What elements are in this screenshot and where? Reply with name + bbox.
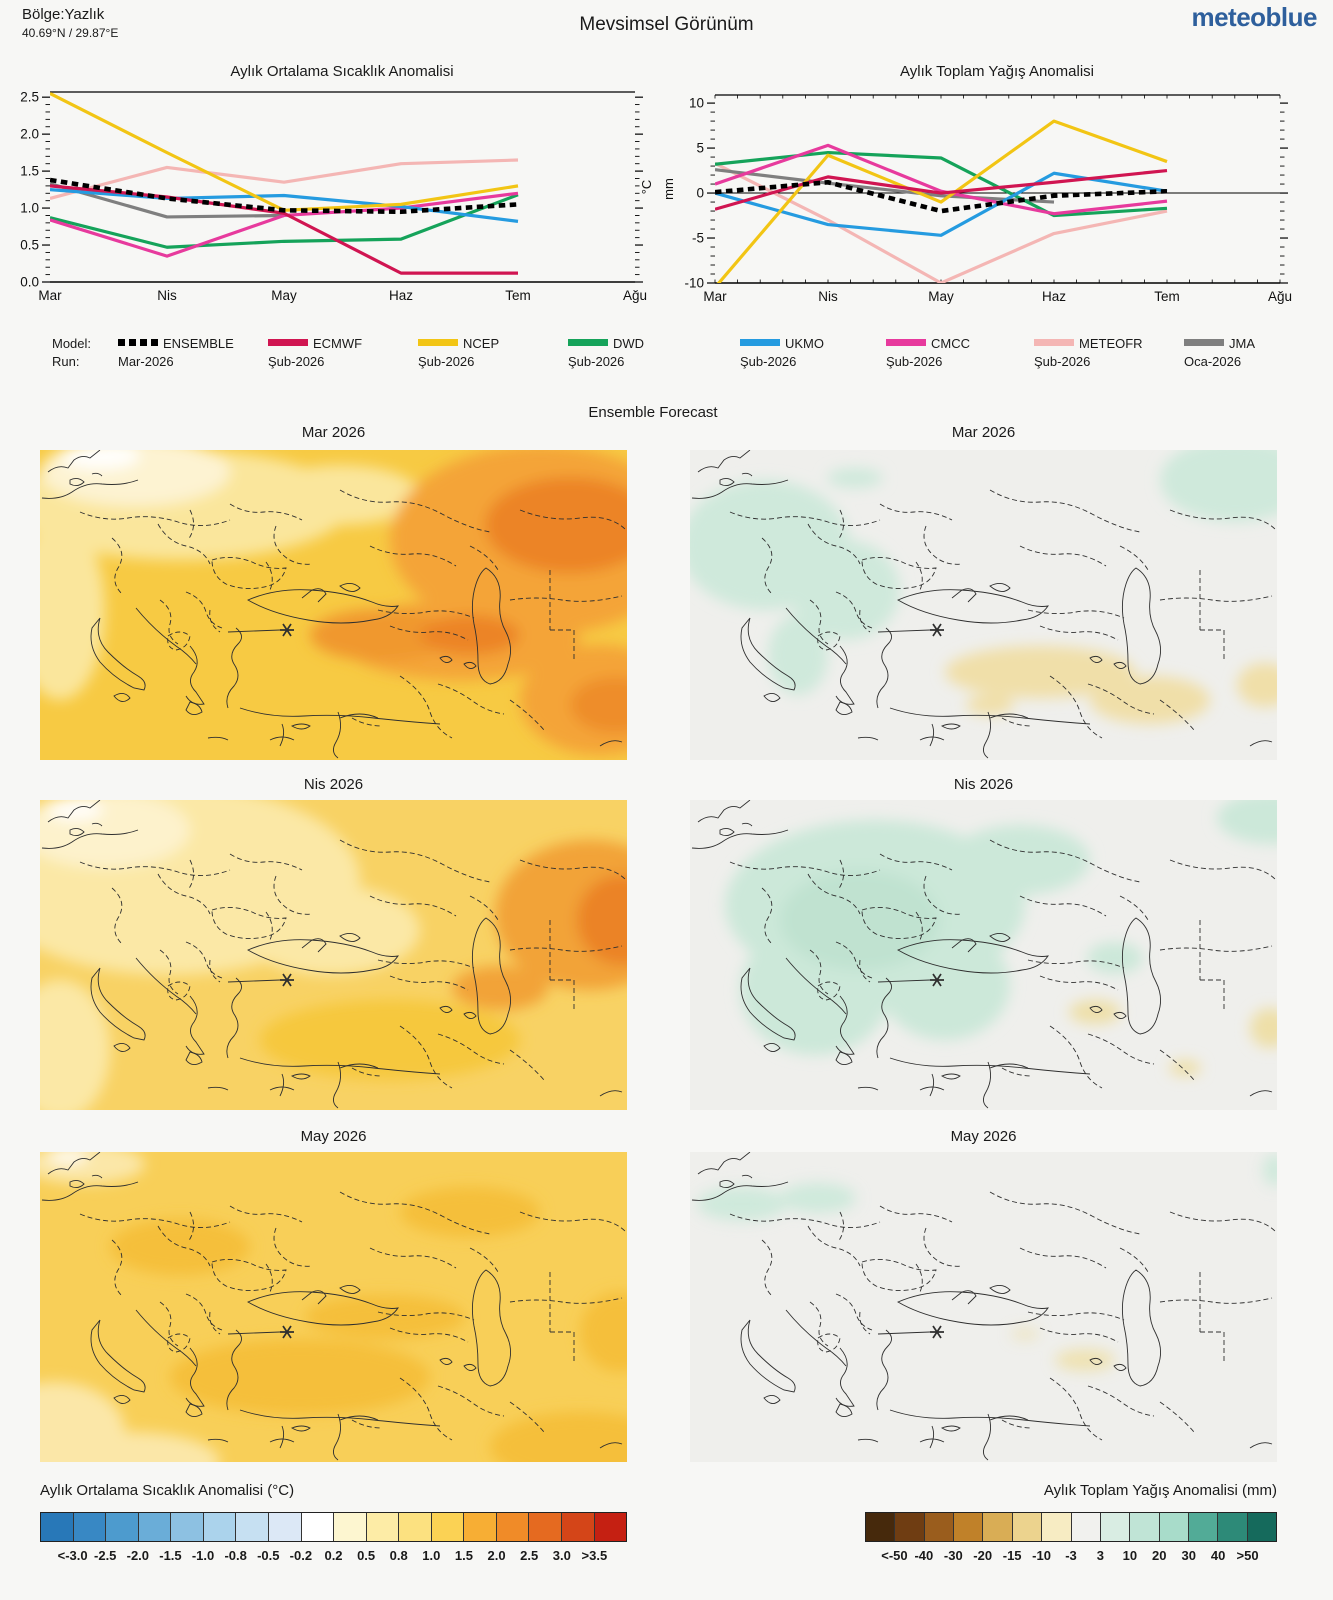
legend-run-value: Şub-2026 — [568, 354, 625, 369]
x-tick-label: Mar — [38, 288, 62, 303]
legend-swatch-dwd — [568, 339, 608, 346]
colorbar-cell — [561, 1513, 594, 1541]
y-tick-label: 2.0 — [20, 126, 39, 142]
legend-swatch-jma — [1184, 339, 1224, 346]
legend-run-value: Şub-2026 — [1034, 354, 1091, 369]
legend-entry-ukmo — [740, 336, 824, 369]
y-axis-unit-label: mm — [661, 178, 676, 200]
colorbar-boundary-label: 30 — [1181, 1548, 1196, 1563]
y-tick-label: 2.5 — [20, 89, 39, 105]
colorbar-boundary-label: 1.5 — [454, 1548, 473, 1563]
y-tick-label: 1.5 — [20, 163, 39, 179]
series-ecmwf — [50, 186, 518, 273]
colorbar-boundary-label: -15 — [1002, 1548, 1022, 1563]
legend-model-name: UKMO — [785, 336, 824, 351]
colorbar-boundary-label: -0.5 — [257, 1548, 280, 1563]
x-tick-label: Nis — [818, 289, 838, 304]
temperature-colorbar-labels — [40, 1548, 627, 1564]
legend-model-name: DWD — [613, 336, 645, 351]
legend-run-value: Şub-2026 — [268, 354, 325, 369]
legend-model-name: ENSEMBLE — [163, 336, 234, 351]
map-precipitation-mar-2026 — [690, 450, 1277, 760]
x-tick-label: Ağu — [622, 288, 648, 303]
legend-model-name: NCEP — [463, 336, 500, 351]
ensemble-forecast-heading: Ensemble Forecast — [588, 404, 718, 421]
colorbar-boundary-label: -1.5 — [159, 1548, 182, 1563]
colorbar-cell — [333, 1513, 366, 1541]
region-coordinates: 40.69°N / 29.87°E — [22, 26, 119, 40]
x-tick-label: Tem — [1154, 289, 1180, 304]
colorbar-boundary-label: 10 — [1122, 1548, 1138, 1563]
legend-run-value: Şub-2026 — [886, 354, 943, 369]
map-title-prec-mar: Mar 2026 — [951, 424, 1016, 441]
colorbar-boundary-label: 2.5 — [520, 1548, 539, 1563]
colorbar-cell — [235, 1513, 268, 1541]
colorbar-cell — [866, 1513, 894, 1541]
precipitation-anomaly-chart — [660, 86, 1333, 314]
colorbar-cell — [203, 1513, 236, 1541]
series-group — [50, 93, 518, 273]
y-tick-label: 1.0 — [20, 200, 39, 216]
map-title-temp-nis: Nis 2026 — [303, 776, 364, 793]
legend-model-name: ECMWF — [313, 336, 363, 351]
colorbar-cell — [105, 1513, 138, 1541]
temperature-colorbar — [40, 1512, 627, 1542]
colorbar-boundary-label: 0.8 — [389, 1548, 408, 1563]
colorbar-boundary-label: 2.0 — [487, 1548, 506, 1563]
map-precipitation-may-2026 — [690, 1152, 1277, 1462]
x-tick-label: Nis — [157, 288, 177, 303]
y-tick-label: 0.0 — [20, 274, 39, 290]
map-title-temp-mar: Mar 2026 — [301, 424, 366, 441]
legend-run-value: Mar-2026 — [118, 354, 174, 369]
y-tick-label: 0 — [696, 185, 704, 201]
colorbar-cell — [398, 1513, 431, 1541]
legend-run-value: Oca-2026 — [1184, 354, 1242, 369]
y-tick-label: 10 — [688, 95, 704, 111]
legend-entry-ecmwf — [268, 336, 362, 369]
x-tick-label: Tem — [505, 288, 531, 303]
legend-swatch-cmcc — [886, 339, 926, 346]
colorbar-boundary-label: -2.0 — [126, 1548, 150, 1563]
colorbar-boundary-label: >3.5 — [581, 1548, 608, 1563]
colorbar-cell — [1012, 1513, 1041, 1541]
colorbar-cell — [268, 1513, 301, 1541]
colorbar-boundary-label: 40 — [1210, 1548, 1226, 1563]
legend-model-name: METEOFR — [1079, 336, 1143, 351]
legend-run-label: Run: — [52, 354, 80, 369]
colorbar-cell — [463, 1513, 496, 1541]
colorbar-boundary-label: -0.8 — [224, 1548, 247, 1563]
x-tick-label: Mar — [703, 289, 727, 304]
map-temperature-may-2026 — [40, 1152, 627, 1462]
colorbar-cell — [496, 1513, 529, 1541]
temperature-anomaly-chart — [20, 86, 665, 314]
map-title-prec-nis: Nis 2026 — [953, 776, 1014, 793]
map-title-temp-may: May 2026 — [300, 1128, 367, 1145]
legend-model-name: JMA — [1229, 336, 1255, 351]
colorbar-boundary-label: -40 — [914, 1548, 934, 1563]
legend-entry-ensemble — [118, 336, 234, 369]
map-temperature-nis-2026 — [40, 800, 627, 1110]
legend-entry-cmcc — [886, 336, 970, 369]
colorbar-cell — [301, 1513, 334, 1541]
series-ncep — [715, 121, 1167, 287]
colorbar-cell — [894, 1513, 923, 1541]
legend-entry-meteofr — [1034, 336, 1143, 369]
map-title-prec-may: May 2026 — [950, 1128, 1017, 1145]
y-axis-unit-label: °C — [639, 179, 654, 195]
colorbar-boundary-label: 20 — [1152, 1548, 1167, 1563]
legend-entry-ncep — [418, 336, 499, 369]
colorbar-boundary-label: -20 — [973, 1548, 993, 1563]
region-label: Bölge:Yazlık — [22, 6, 105, 23]
legend-swatch-ncep — [418, 339, 458, 346]
colorbar-boundary-label: 0.2 — [324, 1548, 343, 1563]
meteoblue-logo[interactable]: meteoblue — [1191, 2, 1317, 32]
y-tick-label: 5 — [696, 140, 704, 156]
colorbar-cell — [1247, 1513, 1276, 1541]
legend-run-value: Şub-2026 — [740, 354, 797, 369]
colorbar-cell — [170, 1513, 203, 1541]
colorbar-boundary-label: -3 — [1065, 1548, 1077, 1563]
legend-swatch-meteofr — [1034, 339, 1074, 346]
colorbar-boundary-label: 3 — [1096, 1548, 1105, 1563]
precipitation-colorbar-title: Aylık Toplam Yağış Anomalisi (mm) — [1043, 1482, 1277, 1499]
map-precipitation-nis-2026 — [690, 800, 1277, 1110]
colorbar-cell — [41, 1513, 73, 1541]
colorbar-boundary-label: -0.2 — [289, 1548, 313, 1563]
precipitation-colorbar — [865, 1512, 1277, 1542]
colorbar-boundary-label: <-3.0 — [57, 1548, 88, 1563]
legend-model-name: CMCC — [931, 336, 970, 351]
colorbar-cell — [1159, 1513, 1188, 1541]
y-tick-label: 0.5 — [20, 237, 39, 253]
x-tick-label: Haz — [388, 288, 414, 303]
colorbar-cell — [138, 1513, 171, 1541]
x-tick-label: May — [928, 289, 954, 304]
colorbar-boundary-label: 3.0 — [552, 1548, 571, 1563]
legend-entry-jma — [1184, 336, 1255, 369]
legend-model-label: Model: — [52, 336, 92, 351]
legend-swatch-ukmo — [740, 339, 780, 346]
series-group — [715, 121, 1167, 287]
colorbar-cell — [1217, 1513, 1246, 1541]
colorbar-boundary-label: 0.5 — [357, 1548, 376, 1563]
colorbar-cell — [924, 1513, 953, 1541]
colorbar-boundary-label: -30 — [943, 1548, 963, 1563]
colorbar-boundary-label: >50 — [1236, 1548, 1259, 1563]
colorbar-cell — [953, 1513, 982, 1541]
x-tick-label: May — [271, 288, 297, 303]
colorbar-cell — [1188, 1513, 1217, 1541]
colorbar-cell — [366, 1513, 399, 1541]
colorbar-cell — [528, 1513, 561, 1541]
map-temperature-mar-2026 — [40, 450, 627, 760]
y-tick-label: -5 — [691, 230, 704, 246]
colorbar-cell — [594, 1513, 627, 1541]
temperature-chart-title: Aylık Ortalama Sıcaklık Anomalisi — [230, 63, 454, 80]
colorbar-cell — [1041, 1513, 1070, 1541]
precipitation-chart-title: Aylık Toplam Yağış Anomalisi — [900, 63, 1094, 80]
colorbar-cell — [73, 1513, 106, 1541]
colorbar-cell — [1100, 1513, 1129, 1541]
colorbar-boundary-label: -1.0 — [191, 1548, 215, 1563]
colorbar-boundary-label: 1.0 — [422, 1548, 441, 1563]
x-tick-label: Haz — [1041, 289, 1067, 304]
colorbar-cell — [1129, 1513, 1158, 1541]
x-tick-label: Ağu — [1267, 289, 1293, 304]
legend-swatch-ecmwf — [268, 339, 308, 346]
colorbar-cell — [982, 1513, 1011, 1541]
colorbar-boundary-label: -10 — [1032, 1548, 1051, 1563]
legend-swatch-ensemble — [118, 339, 158, 346]
precipitation-colorbar-labels — [865, 1548, 1277, 1564]
colorbar-boundary-label: <-50 — [881, 1548, 908, 1563]
colorbar-cell — [1071, 1513, 1100, 1541]
temperature-colorbar-title: Aylık Ortalama Sıcaklık Anomalisi (°C) — [40, 1482, 295, 1499]
page-title: Mevsimsel Görünüm — [579, 14, 754, 35]
colorbar-cell — [431, 1513, 464, 1541]
legend-entry-dwd — [568, 336, 644, 369]
legend-run-value: Şub-2026 — [418, 354, 475, 369]
colorbar-boundary-label: -2.5 — [94, 1548, 117, 1563]
y-tick-label: -10 — [684, 275, 704, 291]
